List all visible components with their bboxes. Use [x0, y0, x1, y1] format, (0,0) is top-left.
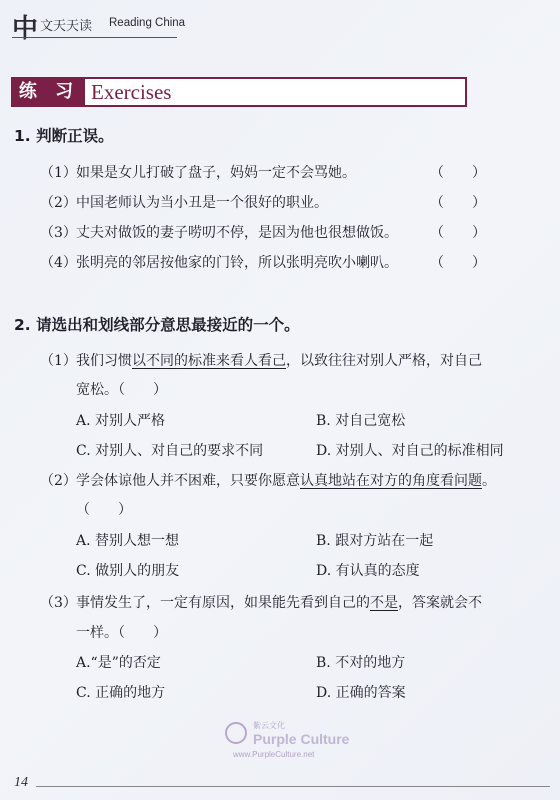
watermark-brand: Purple Culture [253, 731, 350, 747]
running-header [12, 6, 552, 44]
s2-q1-pre: 我们习惯 [76, 353, 132, 369]
s1-item-1 [40, 162, 356, 182]
s1-item-num: （3） [40, 225, 77, 241]
s1-answer-blank-4[interactable]: （ ） [430, 255, 486, 271]
s1-answer-blank-2[interactable]: （ ） [430, 195, 486, 211]
s2-q1-option-d[interactable]: D. 对别人、对自己的标准相同 [316, 443, 504, 459]
s2-q3-post: ，答案就会不 [398, 595, 482, 611]
s1-answer-blank-3[interactable]: （ ） [430, 225, 486, 241]
s2-q1-option-b[interactable]: B. 对自己宽松 [316, 413, 406, 429]
header-series-en: Reading China [109, 17, 186, 29]
header-series-cn: 文天天读 [40, 19, 93, 34]
s2-q1-line1 [40, 350, 482, 370]
s2-q2-option-a[interactable]: A. 替别人想一想 [76, 533, 180, 549]
s2-q2-line1 [40, 470, 496, 490]
s1-item-text: 张明亮的邻居按他家的门铃，所以张明亮吹小喇叭。 [76, 255, 398, 271]
section2-title: 2. 请选出和划线部分意思最接近的一个。 [14, 316, 300, 334]
s2-q3-underlined: 不是 [370, 595, 398, 611]
footer-rule [36, 786, 550, 787]
watermark-url: www.PurpleCulture.net [233, 750, 315, 759]
s2-q3-line1 [40, 592, 482, 612]
s2-q-num: （3） [40, 595, 77, 611]
s2-q3-line2: 一样。（ ） [76, 625, 167, 641]
s2-q2-option-c[interactable]: C. 做别人的朋友 [76, 563, 180, 579]
header-big-char: 中 [12, 14, 39, 44]
page-number: 14 [14, 775, 28, 790]
s2-q-num: （2） [40, 473, 77, 489]
s2-q1-option-a[interactable]: A. 对别人严格 [76, 413, 166, 429]
s2-q3-option-b[interactable]: B. 不对的地方 [316, 655, 406, 671]
section1-title: 1. 判断正误。 [14, 127, 114, 145]
s2-q3-pre: 事情发生了，一定有原因，如果能先看到自己的 [76, 595, 370, 611]
s1-item-num: （2） [40, 195, 77, 211]
s1-item-text: 丈夫对做饭的妻子唠叨不停，是因为他也很想做饭。 [76, 225, 398, 241]
s2-q1-underlined: 以不同的标准来看人看己 [132, 353, 286, 369]
s1-item-text: 中国老师认为当小丑是一个很好的职业。 [76, 195, 328, 211]
s2-q2-line2: （ ） [76, 502, 132, 518]
s1-item-4 [40, 252, 398, 272]
s1-item-2 [40, 192, 328, 212]
s1-item-num: （4） [40, 255, 77, 271]
s2-q2-option-b[interactable]: B. 跟对方站在一起 [316, 533, 434, 549]
exercises-banner [11, 77, 467, 107]
watermark-logo-icon [225, 722, 247, 744]
s2-q2-underlined: 认真地站在对方的角度看问题 [300, 473, 482, 489]
s1-item-text: 如果是女儿打破了盘子，妈妈一定不会骂她。 [76, 165, 356, 181]
s2-q1-line2: 宽松。（ ） [76, 382, 167, 398]
watermark [225, 720, 365, 770]
banner-label-cn: 练 习 [13, 79, 85, 105]
s2-q3-option-c[interactable]: C. 正确的地方 [76, 685, 166, 701]
s2-q1-option-c[interactable]: C. 对别人、对自己的要求不同 [76, 443, 264, 459]
s2-q2-post: 。 [482, 473, 496, 489]
watermark-cn: 紫云文化 [253, 721, 285, 730]
s2-q-num: （1） [40, 353, 77, 369]
s1-item-3 [40, 222, 398, 242]
banner-label-en: Exercises [91, 80, 172, 104]
s2-q1-post: ，以致往往对别人严格，对自己 [286, 353, 482, 369]
s2-q2-pre: 学会体谅他人并不困难，只要你愿意 [76, 473, 300, 489]
s2-q2-option-d[interactable]: D. 有认真的态度 [316, 563, 420, 579]
s2-q3-option-d[interactable]: D. 正确的答案 [316, 685, 406, 701]
header-rule [12, 37, 177, 38]
s1-item-num: （1） [40, 165, 77, 181]
s2-q3-option-a[interactable]: A.“是”的否定 [76, 655, 161, 671]
s1-answer-blank-1[interactable]: （ ） [430, 165, 486, 181]
